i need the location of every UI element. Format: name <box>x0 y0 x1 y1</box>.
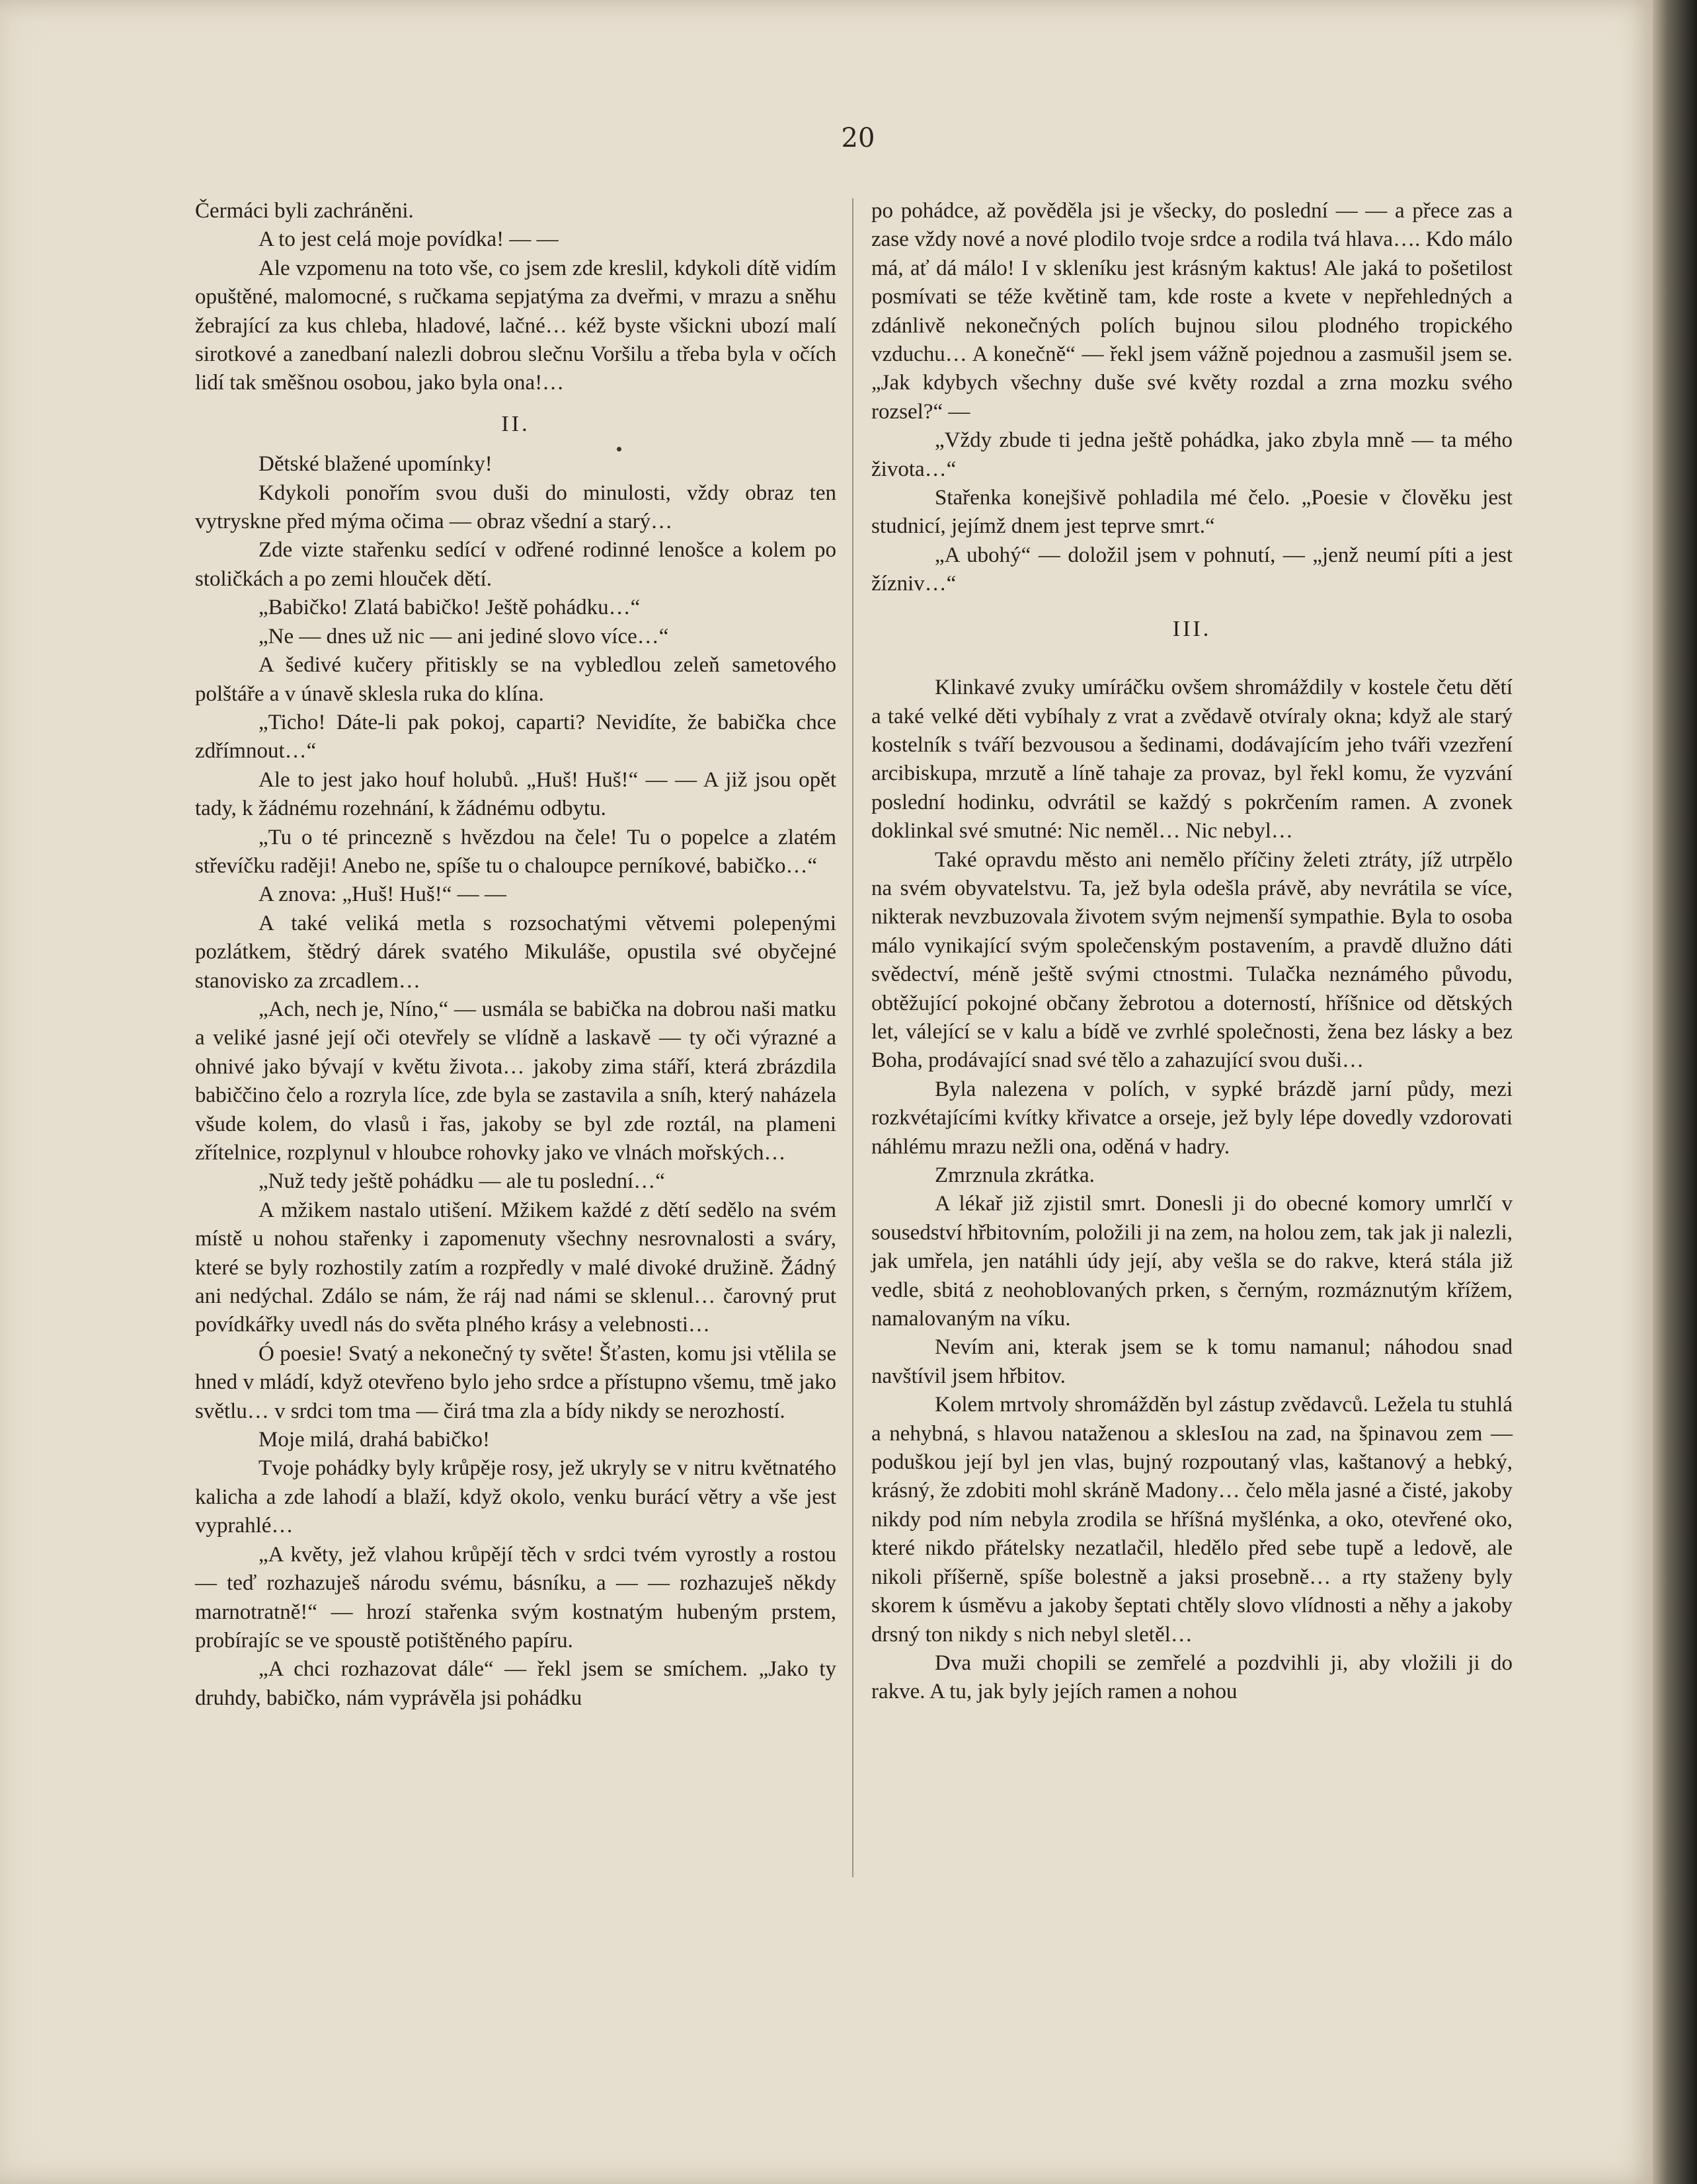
paragraph: Zmrznula zkrátka. <box>935 1163 1095 1187</box>
paragraph: „Babičko! Zlatá babičko! Ještě pohádku…“ <box>258 596 641 620</box>
paragraph: Dva muži chopili se zemřelé a pozdvihli ji, aby vložili ji do rakve. A tu, jak byly jejích ramen a nohou <box>871 1651 1513 1704</box>
paragraph: „A chci rozhazovat dále“ — řekl jsem se smíchem. „Jako ty druhdy, babičko, nám vyprávěla jsi pohádku <box>195 1657 836 1710</box>
paragraph: Byla nalezena v polích, v sypké brázdě jarní půdy, mezi rozkvétajícími kvítky křivatce a orseje, jež byly lépe dovedly vzdorovati náhlému mrazu nežli ona, oděná v hadry. <box>871 1077 1513 1159</box>
paragraph: „Nuž tedy ještě pohádku — ale tu poslední…“ <box>258 1169 665 1194</box>
paragraph: po pohádce, až pověděla jsi je všecky, do poslední — — a přece zas a zase vždy nové a nové plodilo tvoje srdce a rodila tvá hlava…. Kdo málo má, ať dá málo! I v skleníku jest krásným kaktus! Ale jaká to pošetilost posmívati se téže květině tam, kde roste a kvete v nepřehledných a zdánlivě nekonečných polích bujnou silou plodného tropického vzduchu… A konečně“ — řekl jsem vážně pojednou a zasmušil jsem se. „Jak kdybych všechny duše své květy rozdal a zrna mozku svého rozsel?“ — <box>871 199 1513 424</box>
paragraph: „Vždy zbude ti jedna ještě pohádka, jako zbyla mně — ta mého života…“ <box>871 428 1513 481</box>
paragraph: Nevím ani, kterak jsem se k tomu namanul; náhodou snad navštívil jsem hřbitov. <box>871 1335 1513 1388</box>
paragraph: Dětské blažené upomínky! <box>258 452 493 477</box>
column-divider <box>852 198 853 1877</box>
paragraph: Také opravdu město ani nemělo příčiny želeti ztráty, jíž utrpělo na svém obyvatelstvu. Ta, jež byla odešla právě, aby nevrátila se více, nikterak nevzbuzovala životem svým nejmenší sympathie. Byla to osoba málo vynikající svým společenským postavením, a pravdě dlužno dáti svědectví, méně ještě svými ctnostmi. Tulačka neznámého původu, obtěžující pokojné občany žebrotou a doterností, hříšnice od dětských let, válející se v kalu a bídě ve zvrhlé společnosti, žena bez lásky a bez Boha, prodávající snad své tělo a zahazující svou duši… <box>871 847 1513 1073</box>
book-spine-edge <box>1653 0 1697 2184</box>
paragraph: A to jest celá moje povídka! — — <box>258 227 559 252</box>
paragraph: Čermáci byli zachráněni. <box>195 199 414 223</box>
paragraph: „Ticho! Dáte-li pak pokoj, caparti? Nevidíte, že babička chce zdřímnout…“ <box>195 710 836 763</box>
paragraph: Tvoje pohádky byly krůpěje rosy, jež ukryly se v nitru květnatého kalicha a zde lahodí a blaží, když okolo, venku burácí větry a vše jest vyprahlé… <box>195 1456 836 1538</box>
left-column <box>195 197 836 1713</box>
paragraph: Klinkavé zvuky umíráčku ovšem shromáždily v kostele četu dětí a také velké děti vybíhaly z vrat a zvědavě otvíraly okna; když ale starý kostelník s tváří bezvousou a šedinami, dodávajícím jeho tváři vzezření arcibiskupa, mrzutě a líně tahaje za provaz, byl řekl komu, že vyzvání poslední hodinku, odvrátil se každý s pokrčením ramen. A zvonek doklinkal své smutné: Nic neměl… Nic nebyl… <box>871 676 1513 843</box>
paragraph: A šedivé kučery přitiskly se na vybledlou zeleň sametového polštáře a v únavě sklesla ruka do klína. <box>195 653 836 706</box>
section-heading: III. <box>1172 616 1212 641</box>
paragraph: A lékař již zjistil smrt. Donesli ji do obecné komory umrlčí v sousedství hřbitovním, položili ji na zem, na holou zem, tak jak ji nalezli, jak umřela, jen natáhli údy její, aby vešla se do rakve, která stála již vedle, sbitá z neohoblovaných prken, s černým, rozmáznutým křížem, namalovaným na víku. <box>871 1192 1513 1331</box>
paragraph: Ale to jest jako houf holubů. „Huš! Huš!“ — — A již jsou opět tady, k žádnému rozehnání, k žádnému odbytu. <box>195 767 836 821</box>
section-heading: II. <box>501 411 530 436</box>
paragraph: Stařenka konejšivě pohladila mé čelo. „Poesie v člověku jest studnicí, jejímž dnem jest teprve smrt.“ <box>871 486 1513 539</box>
paragraph: A také veliká metla s rozsochatými větvemi polepenými pozlátkem, štědrý dárek svatého Mikuláše, opustila své obyčejné stanovisko za zrcadlem… <box>195 911 836 993</box>
paragraph: A mžikem nastalo utišení. Mžikem každé z dětí sedělo na svém místě u nohou stařenky i zapomenuty všechny nesrovnalosti a sváry, které se byly rozhostily zatím a rozpředly v malé divoké družině. Žádný ani nedýchal. Zdálo se nám, že ráj nad námi se sklenul… čarovný prut povídkářky uvedl nás do světa plného krásy a velebnosti… <box>195 1198 836 1337</box>
paragraph: Ó poesie! Svatý a nekonečný ty světe! Šťasten, komu jsi vtělila se hned v mládí, když otevřeno bylo jeho srdce a přístupno všemu, tmě jako světlu… v srdci tom tma — čirá tma zla a bídy nikdy se nerozhostí. <box>195 1341 836 1423</box>
page-number: 20 <box>841 123 875 153</box>
paragraph: Zde vizte stařenku sedící v odřené rodinné lenošce a kolem po stoličkách a po zemi hlouček dětí. <box>195 538 836 591</box>
paragraph: „Ach, nech je, Níno,“ — usmála se babička na dobrou naši matku a veliké jasné její oči otevřely se vlídně a laskavě — ty oči výrazné a ohnivé jako bývají v květu života… jakoby zima stáří, která zbrázdila babiččino čelo a rozryla líce, zde byla se zastavila a sníh, který naházela všude kolem, do vlasů i řas, jakoby se byl zde roztál, na plameni zřítelnice, rozplynul v hloubce rohovky jako ve vlnách mořských… <box>195 997 836 1165</box>
paragraph: „A ubohý“ — doložil jsem v pohnutí, — „jenž neumí píti a jest žízniv…“ <box>871 543 1513 596</box>
paragraph: „A květy, jež vlahou krůpějí těch v srdci tvém vyrostly a rostou — teď rozhazuješ národu svému, básníku, a — — rozhazuješ někdy marnotratně!“ — hrozí stařenka svým kostnatým hubeným prstem, probírajíc se ve spoustě potištěného papíru. <box>195 1542 836 1653</box>
right-column <box>871 197 1513 1707</box>
paragraph: Ale vzpomenu na toto vše, co jsem zde kreslil, kdykoli dítě vidím opuštěné, malomocné, s ručkama sepjatýma za dveřmi, v mrazu a sněhu žebrající za kus chleba, hladové, lačné… kéž byste všickni ubozí malí sirotkové a zanedbaní nalezli dobrou slečnu Voršilu a třeba byla v očích lidí tak směšnou osobou, jako byla ona!… <box>195 256 836 395</box>
paragraph: „Tu o té princezně s hvězdou na čele! Tu o popelce a zlatém střevíčku raději! Anebo ne, spíše tu o chaloupce perníkové, babičko…“ <box>195 825 836 878</box>
paragraph: Kdykoli ponořím svou duši do minulosti, vždy obraz ten vytryskne před mýma očima — obraz všední a starý… <box>195 481 836 534</box>
paragraph: „Ne — dnes už nic — ani jediné slovo více…“ <box>258 624 669 648</box>
paragraph: A znova: „Huš! Huš!“ — — <box>258 882 506 907</box>
paragraph: Moje milá, drahá babičko! <box>258 1428 491 1452</box>
paragraph: Kolem mrtvoly shromážděn byl zástup zvědavců. Ležela tu stuhlá a nehybná, s hlavou nataženou a sklesIou na zad, na špinavou zem — poduškou její byl jen vlas, bujný rozpoutaný vlas, kaštanový a hebký, krásný, že zdobiti mohl skráně Madony… čelo měla jasné a čisté, jakoby nikdy pod ním nebyla zrodila se hříšná myšlénka, a oko, otevřené oko, které nikdo přátelsky nezatlačil, hledělo před sebe tupě a ledově, ale nikoli příšerně, spíše bolestně a jaksi prosebně… a rty staženy byly skorem k úsměvu a jakoby šeptati chtěly slovo vlídnosti a něhy a jakoby drsný ton nikdy s nich nebyl sletěl… <box>871 1393 1513 1647</box>
